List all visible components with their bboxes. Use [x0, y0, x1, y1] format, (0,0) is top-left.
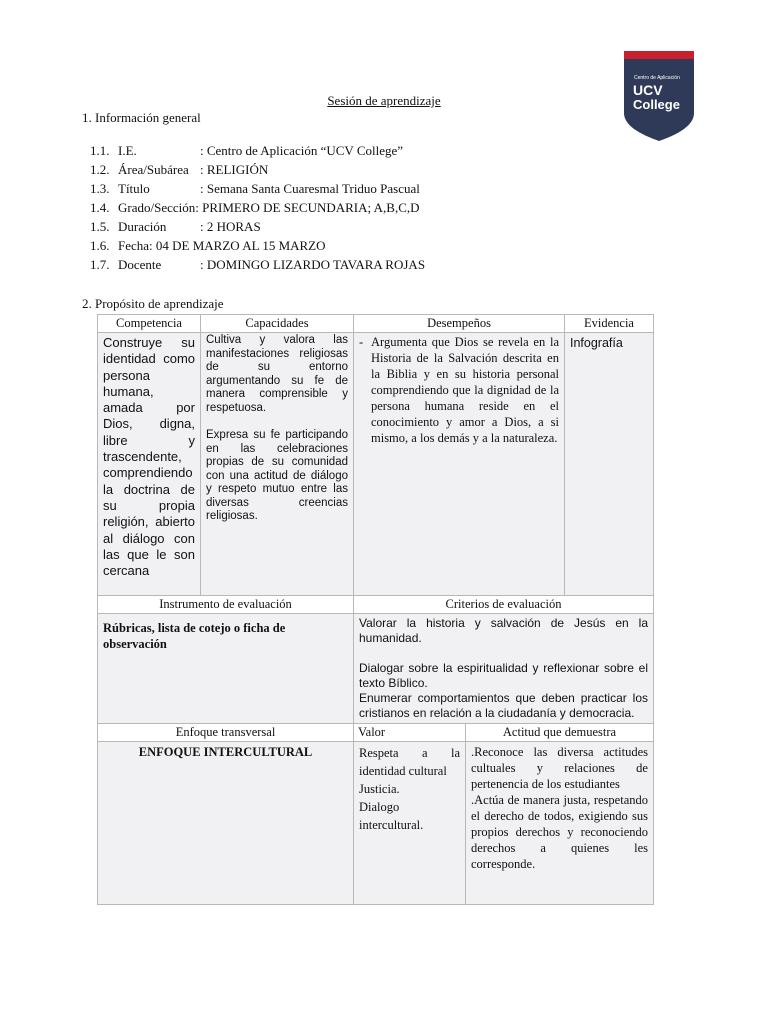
header-instrumento: Instrumento de evaluación: [98, 596, 354, 614]
header-criterios: Criterios de evaluación: [354, 596, 654, 614]
desempeno-dash: -: [359, 335, 364, 349]
info-row: 1.6. Fecha : 04 DE MARZO AL 15 MARZO: [90, 238, 326, 253]
logo-ucv: UCV: [633, 82, 663, 98]
actitud-2: .Actúa de manera justa, respetando el derecho de todos, exigiendo sus propios derechos y reconociendo derechos a quienes les corresponde.: [471, 793, 648, 871]
valor-cell: [354, 742, 466, 905]
logo-small-text: Centro de Aplicación: [634, 75, 680, 81]
header-valor: Valor: [354, 724, 466, 742]
header-desempenos: Desempeños: [354, 315, 565, 333]
info-row: 1.2. Área/Subárea : RELIGIÓN: [90, 162, 269, 177]
learning-purpose-table: [97, 314, 654, 905]
actitud-1: .Reconoce las diversa actitudes cultuales y relaciones de pertenencia de los estudiantes: [471, 745, 648, 791]
general-info-list: [90, 141, 425, 274]
desempenos-cell: [354, 333, 565, 596]
enfoque-cell: ENFOQUE INTERCULTURAL: [98, 742, 354, 905]
info-row: 1.1. I.E. : Centro de Aplicación “UCV College”: [90, 143, 404, 158]
capacidad-1: Cultiva y valora las manifestaciones religiosas de su entorno argumentando su fe de manera comprensible y respetuosa.: [206, 334, 348, 414]
valor-2: Justicia.: [359, 782, 400, 796]
evaluation-header-row: [98, 596, 654, 614]
header-competencia: Competencia: [98, 315, 201, 333]
table-row: [98, 333, 654, 596]
section-1-heading: 1. Información general: [82, 110, 201, 125]
criterios-cell: [354, 614, 654, 724]
info-row: 1.5. Duración : 2 HORAS: [90, 219, 261, 234]
capacidad-2: Expresa su fe participando en las celebraciones propias de su comunidad con una actitud de diálogo y respeto mutuo entre las diversas creencias religiosas.: [206, 429, 348, 522]
desempeno-text: Argumenta que Dios se revela en la Historia de la Salvación descrita en la Biblia y en su historia personal comprendiendo que la dignidad de la persona humana reside en el conocimiento y amor a Dios, a si mismo, a los demás y a la naturaleza.: [371, 335, 559, 445]
info-row: 1.7. Docente : DOMINGO LIZARDO TAVARA ROJAS: [90, 257, 426, 272]
criterio-3: Enumerar comportamientos que deben practicar los cristianos en relación a la ciudadanía y democracia.: [359, 691, 648, 720]
enfoque-header-row: [98, 724, 654, 742]
document-title: Sesión de aprendizaje: [327, 93, 441, 108]
evidencia-cell: Infografía: [565, 333, 654, 596]
valor-3: Dialogo intercultural.: [359, 800, 424, 832]
table-row: [98, 742, 654, 905]
header-evidencia: Evidencia: [565, 315, 654, 333]
header-capacidades: Capacidades: [201, 315, 354, 333]
header-actitud: Actitud que demuestra: [466, 724, 654, 742]
logo-college: College: [633, 97, 680, 112]
section-2-heading: 2. Propósito de aprendizaje: [82, 296, 224, 311]
actitud-cell: [466, 742, 654, 905]
header-enfoque: Enfoque transversal: [98, 724, 354, 742]
criterio-1: Valorar la historia y salvación de Jesús en la humanidad.: [359, 616, 648, 645]
criterio-2: Dialogar sobre la espiritualidad y reflexionar sobre el texto Bíblico.: [359, 661, 648, 690]
capacidades-cell: [201, 333, 354, 596]
instrumento-cell: Rúbricas, lista de cotejo o ficha de observación: [98, 614, 354, 724]
info-row: 1.4. Grado/Sección : PRIMERO DE SECUNDARIA; A,B,C,D: [90, 200, 420, 215]
table-header-row: [98, 315, 654, 333]
info-row: 1.3. Título : Semana Santa Cuaresmal Triduo Pascual: [90, 181, 420, 196]
table-row: [98, 614, 654, 724]
competencia-cell: Construye su identidad como persona humana, amada por Dios, digna, libre y trascendente, comprendiendo la doctrina de su propia religión, abierto al diálogo con las que le son cercana: [98, 333, 201, 596]
valor-1: Respeta a la identidad cultural: [359, 746, 460, 778]
